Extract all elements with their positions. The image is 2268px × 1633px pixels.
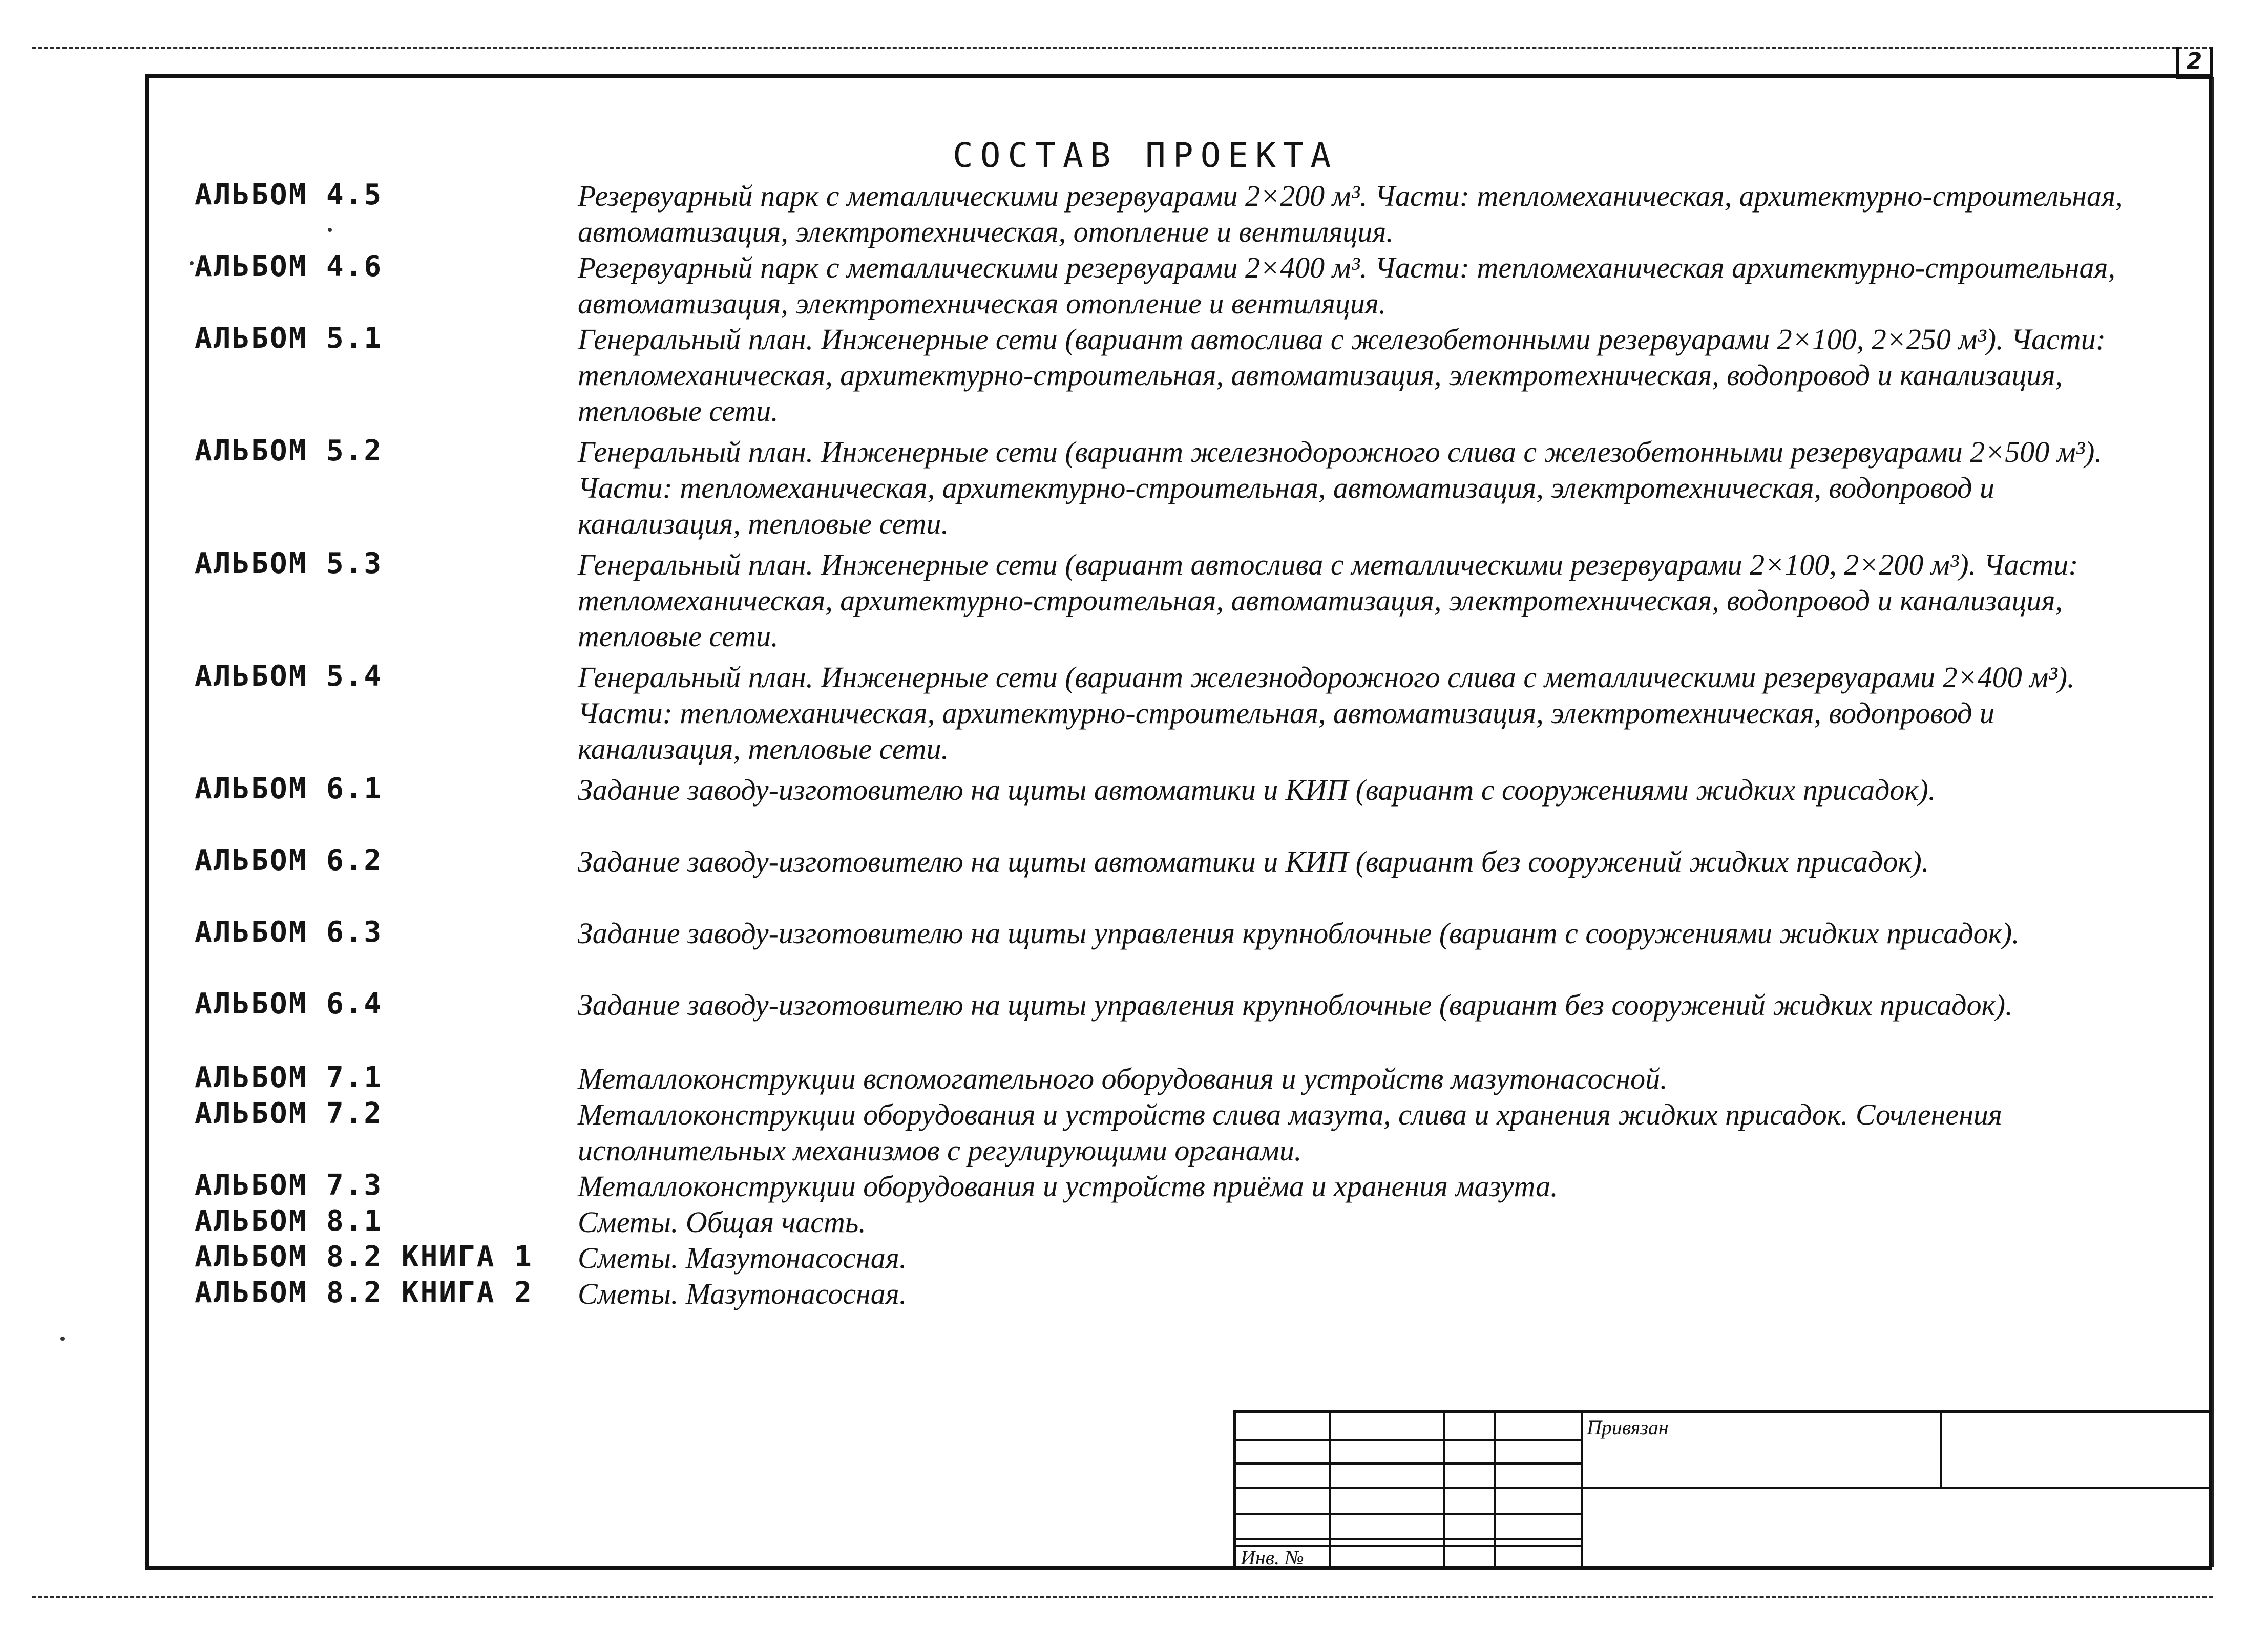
scan-speck [328, 228, 332, 232]
stamp-grid-line [1236, 1439, 1581, 1441]
album-label: АЛЬБОМ 6.4 [195, 987, 383, 1021]
stamp-grid-line [1236, 1513, 1581, 1515]
album-description: Генеральный план. Инженерные сети (вариант железнодорожного слива с железобетонными резервуарами 2×500 м³). Части: тепломеханическая, архитектурно-строительная, автоматизация, электротехническая, водопровод и канализация, тепловые сети. [578, 435, 2102, 540]
album-description: Резервуарный парк с металлическими резервуарами 2×400 м³. Части: тепломеханическая архитектурно-строительная, автоматизация, электротехническая отопление и вентиляция. [578, 251, 2115, 320]
album-label: АЛЬБОМ 6.1 [195, 772, 383, 805]
album-description: Генеральный план. Инженерные сети (вариант железнодорожного слива с металлическими резервуарами 2×400 м³). Части: тепломеханическая, архитектурно-строительная, автоматизация, электротехническая, водопровод и канализация, тепловые сети. [578, 661, 2075, 766]
album-description: Задание заводу-изготовителю на щиты управления крупноблочные (вариант без сооружений жидких присадок). [578, 988, 2013, 1022]
album-description: Сметы. Мазутонасосная. [578, 1241, 907, 1275]
album-label: АЛЬБОМ 5.4 [195, 660, 383, 693]
album-label: АЛЬБОМ 7.2 [195, 1097, 383, 1130]
album-description: Задание заводу-изготовителю на щиты автоматики и КИП (вариант без сооружений жидких присадок). [578, 845, 1929, 878]
album-description: Металлоконструкции вспомогательного оборудования и устройств мазутонасосной. [578, 1062, 1668, 1095]
album-label: АЛЬБОМ 4.5 [195, 178, 383, 211]
scan-speck [60, 1337, 65, 1341]
album-label: АЛЬБОМ 6.3 [195, 916, 383, 949]
stamp-grid-line [1236, 1538, 1581, 1540]
album-label: АЛЬБОМ 4.6 [195, 250, 383, 283]
stamp-grid-line [1236, 1462, 1581, 1465]
album-label: АЛЬБОМ 8.2 КНИГА 2 [195, 1276, 533, 1309]
page-title: СОСТАВ ПРОЕКТА [953, 136, 1338, 175]
album-label: АЛЬБОМ 5.2 [195, 434, 383, 468]
album-description: Металлоконструкции оборудования и устройств слива мазута, слива и хранения жидких присадок. Сочленения исполнительных механизмов с регулирующими органами. [578, 1098, 2002, 1167]
album-label: АЛЬБОМ 5.1 [195, 322, 383, 355]
album-description: Генеральный план. Инженерные сети (вариант автослива с железобетонными резервуарами 2×100, 2×250 м³). Части: тепломеханическая, архитектурно-строительная, автоматизация, электротехническая, водопровод и канализация, тепловые сети. [578, 323, 2106, 428]
album-label: АЛЬБОМ 5.3 [195, 547, 383, 580]
stamp-grid-line [1581, 1413, 1583, 1570]
album-description: Сметы. Общая часть. [578, 1205, 866, 1239]
stamp-grid-line [1940, 1413, 1942, 1487]
album-description: Резервуарный парк с металлическими резервуарами 2×200 м³. Части: тепломеханическая, архитектурно-строительная, автоматизация, электротехническая, отопление и вентиляция. [578, 179, 2123, 248]
stamp-inventory-label: Инв. № [1241, 1546, 1304, 1569]
album-label: АЛЬБОМ 7.3 [195, 1169, 383, 1202]
album-description: Сметы. Мазутонасосная. [578, 1277, 907, 1310]
album-label: АЛЬБОМ 6.2 [195, 844, 383, 877]
title-block-stamp [1233, 1410, 2212, 1570]
stamp-grid-line [1236, 1487, 2212, 1489]
stamp-attached-label: Привязан [1587, 1416, 1669, 1439]
album-label: АЛЬБОМ 7.1 [195, 1061, 383, 1094]
frame-right-edge [2212, 77, 2214, 1567]
album-description: Задание заводу-изготовителю на щиты управления крупноблочные (вариант с сооружениями жидких присадок). [578, 917, 2020, 950]
album-label: АЛЬБОМ 8.1 [195, 1204, 383, 1238]
sheet-number: 2 [2176, 47, 2213, 79]
album-description: Металлоконструкции оборудования и устройств приёма и хранения мазута. [578, 1170, 1558, 1203]
album-label: АЛЬБОМ 8.2 КНИГА 1 [195, 1240, 533, 1274]
album-description: Задание заводу-изготовителю на щиты автоматики и КИП (вариант с сооружениями жидких присадок). [578, 773, 1936, 807]
album-description: Генеральный план. Инженерные сети (вариант автослива с металлическими резервуарами 2×100, 2×200 м³). Части: тепломеханическая, архитектурно-строительная, автоматизация, электротехническая, водопровод и канализация, тепловые сети. [578, 548, 2078, 653]
scan-speck [190, 261, 194, 265]
